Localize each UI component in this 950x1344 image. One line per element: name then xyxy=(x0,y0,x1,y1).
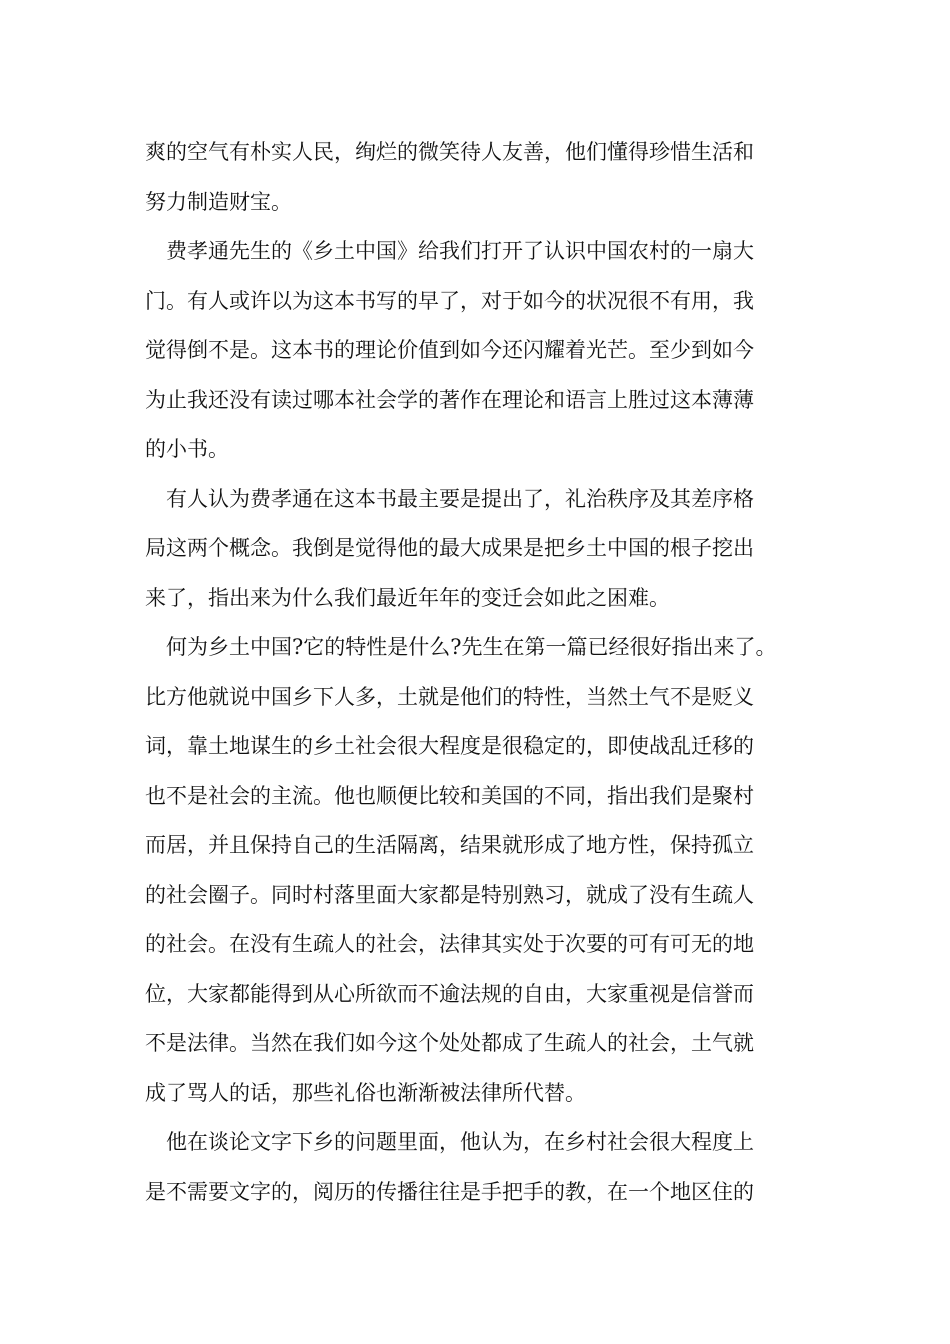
text-line: 局这两个概念。我倒是觉得他的最大成果是把乡土中国的根子挖出 xyxy=(145,536,754,560)
paragraph xyxy=(145,128,825,227)
text-line: 的社会圈子。同时村落里面大家都是特别熟习，就成了没有生疏人 xyxy=(145,882,754,907)
text-line: 有人认为费孝通在这本书最主要是提出了，礼治秩序及其差序格 xyxy=(166,486,754,511)
paragraph xyxy=(145,1118,825,1217)
text-line: 是不需要文字的，阅历的传播往往是手把手的教，在一个地区住的 xyxy=(145,1179,754,1204)
text-line: 门。有人或许以为这本书写的早了，对于如今的状况很不有用，我 xyxy=(145,288,754,313)
text-line: 词，靠土地谋生的乡土社会很大程度是很稳定的，即使战乱迁移的 xyxy=(145,734,754,758)
paragraph xyxy=(145,623,825,1118)
text-line: 而居，并且保持自己的生活隔离，结果就形成了地方性，保持孤立 xyxy=(145,833,754,857)
text-line: 费孝通先生的《乡土中国》给我们打开了认识中国农村的一扇大 xyxy=(166,239,754,263)
text-line: 来了，指出来为什么我们最近年年的变迁会如此之困难。 xyxy=(145,585,670,610)
paragraph xyxy=(145,475,825,624)
text-line: 努力制造财宝。 xyxy=(145,189,292,214)
text-line: 位，大家都能得到从心所欲而不逾法规的自由，大家重视是信誉而 xyxy=(145,981,754,1006)
text-line: 比方他就说中国乡下人多，土就是他们的特性，当然土气不是贬义 xyxy=(145,684,754,709)
text-line: 为止我还没有读过哪本社会学的著作在理论和语言上胜过这本薄薄 xyxy=(145,387,754,412)
text-line: 不是法律。当然在我们如今这个处处都成了生疏人的社会，土气就 xyxy=(145,1031,754,1055)
text-line: 爽的空气有朴实人民，绚烂的微笑待人友善，他们懂得珍惜生活和 xyxy=(145,140,754,164)
text-line: 何为乡土中国?它的特性是什么?先生在第一篇已经很好指出来了。 xyxy=(166,635,777,659)
text-line: 觉得倒不是。这本书的理论价值到如今还闪耀着光芒。至少到如今 xyxy=(145,338,754,362)
text-line: 也不是社会的主流。他也顺便比较和美国的不同，指出我们是聚村 xyxy=(145,783,754,808)
text-line: 的社会。在没有生疏人的社会，法律其实处于次要的可有可无的地 xyxy=(145,932,754,956)
document-body xyxy=(145,128,825,1217)
text-line: 成了骂人的话，那些礼俗也渐渐被法律所代替。 xyxy=(145,1080,586,1105)
text-line: 的小书。 xyxy=(145,437,229,461)
text-line: 他在谈论文字下乡的问题里面，他认为，在乡村社会很大程度上 xyxy=(166,1130,754,1154)
paragraph xyxy=(145,227,825,475)
